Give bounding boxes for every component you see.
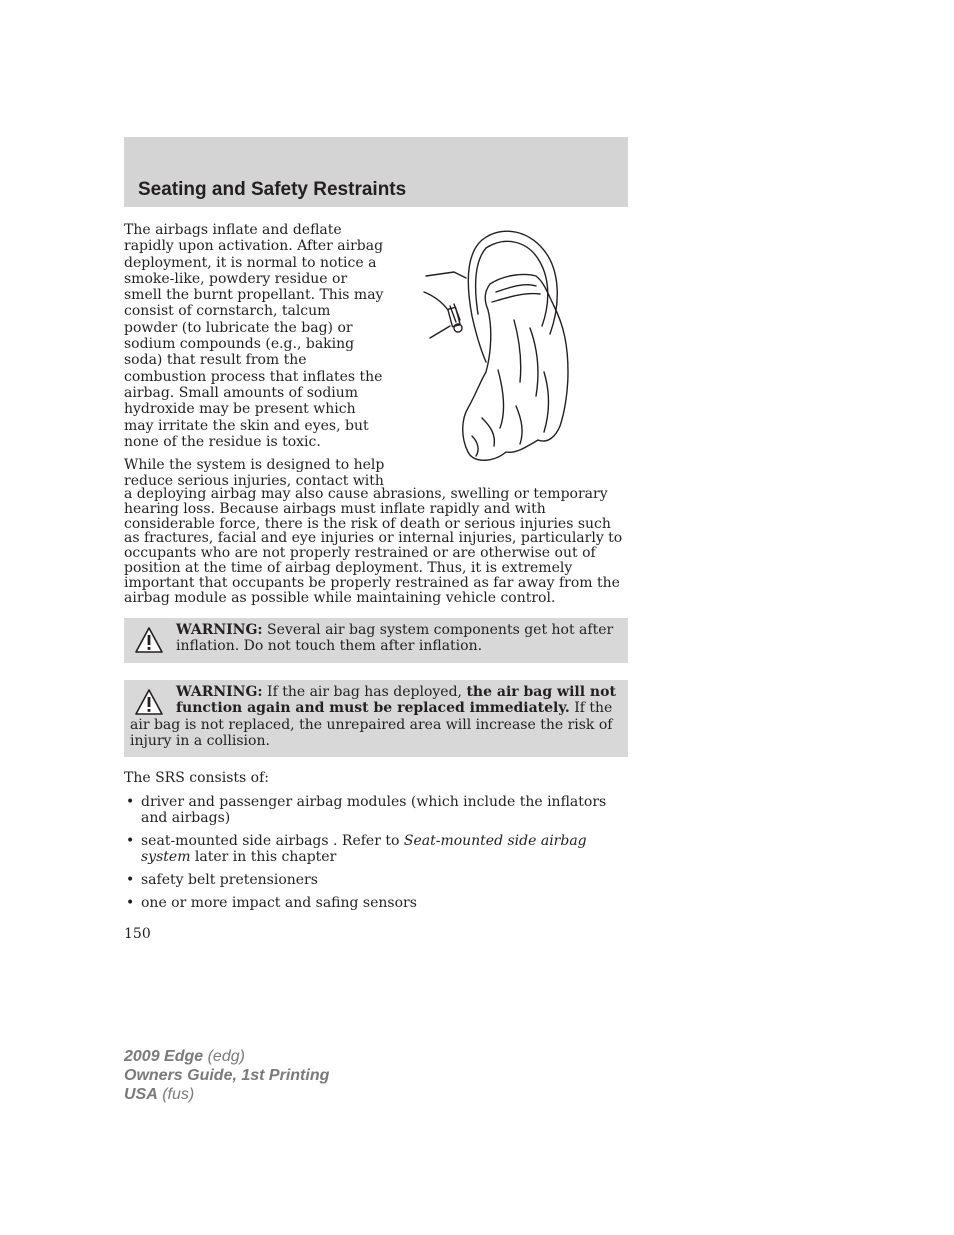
- list-item-suffix: later in this chapter: [190, 849, 337, 866]
- warning-body-emphasis: the air bag will not function again and must be replaced immediately.: [176, 684, 616, 717]
- bullet-icon: •: [126, 894, 135, 911]
- list-item-text: safety belt pretensioners: [141, 872, 318, 889]
- airbag-residue-paragraph: The airbags inflate and deflate rapidly upon activation. After airbag deployment, it is normal to notice a smoke-like, powdery residue or smell the burnt propellant. This may consist of cornstarch, talcum powder (to lubricate the bag) or sodium compounds (e.g., baking soda) that result from the combustion process that inflates the airbag. Small amounts of sodium hydroxide may be present which may irritate the skin and eyes, but none of the residue is toxic.: [124, 222, 384, 450]
- section-title: Seating and Safety Restraints: [138, 179, 407, 200]
- bullet-icon: •: [126, 794, 135, 810]
- page-number: 150: [124, 926, 151, 942]
- footer-line-market: [124, 1085, 329, 1104]
- footer-line-guide: Owners Guide, 1st Printing: [124, 1067, 330, 1084]
- warning-hot-components: [124, 618, 628, 663]
- warning-text: [130, 684, 620, 749]
- warning-body-b: If the air bag is not replaced, the unrepaired area will increase the risk of injury in a collision.: [130, 700, 613, 749]
- list-item-text: seat-mounted side airbags . Refer to: [141, 833, 404, 850]
- airbag-deployment-illustration: [420, 222, 580, 470]
- footer-model-code: (edg): [203, 1048, 245, 1065]
- injury-risk-paragraph-rest: a deploying airbag may also cause abrasions, swelling or temporary hearing loss. Because airbags must inflate rapidly and with considerable force, there is the risk of death or serious injuries such as fractures, facial and eye injuries or internal injuries, particularly to occupants who are not properly restrained or are otherwise out of position at the time of airbag deployment. Thus, it is extremely important that occupants be properly restrained as far away from the airbag module as possible while maintaining vehicle control.: [124, 486, 623, 606]
- warning-body-a: If the air bag has deployed,: [262, 684, 467, 700]
- warning-text: [130, 622, 620, 655]
- list-item-text: one or more impact and safing sensors: [141, 894, 417, 911]
- srs-components-list: [124, 794, 628, 918]
- list-item: [124, 895, 628, 911]
- footer-line-model: [124, 1047, 329, 1066]
- bullet-icon: •: [126, 833, 135, 850]
- list-item: [124, 833, 628, 866]
- document-footer: [124, 1047, 329, 1104]
- warning-label: WARNING:: [176, 622, 263, 638]
- bullet-icon: •: [126, 872, 135, 889]
- warning-body: Several air bag system components get hot after inflation. Do not touch them after inflation.: [176, 622, 614, 655]
- footer-market: USA: [124, 1086, 158, 1103]
- list-item: [124, 794, 628, 827]
- warning-label: WARNING:: [176, 684, 263, 700]
- cross-reference-link[interactable]: Seat-mounted side airbag system: [141, 833, 587, 866]
- srs-intro: The SRS consists of:: [124, 770, 269, 786]
- warning-replace-airbag: [124, 680, 628, 757]
- footer-market-code: (fus): [157, 1086, 195, 1103]
- list-item-text: driver and passenger airbag modules (which include the inflators and airbags): [141, 794, 607, 827]
- footer-model: 2009 Edge: [124, 1048, 204, 1065]
- section-header-band: [124, 137, 628, 207]
- list-item: [124, 872, 628, 888]
- warning-triangle-icon: [134, 626, 164, 654]
- injury-risk-paragraph-lead: While the system is designed to help reduce serious injuries, contact with: [124, 457, 385, 490]
- warning-triangle-icon: [134, 688, 164, 716]
